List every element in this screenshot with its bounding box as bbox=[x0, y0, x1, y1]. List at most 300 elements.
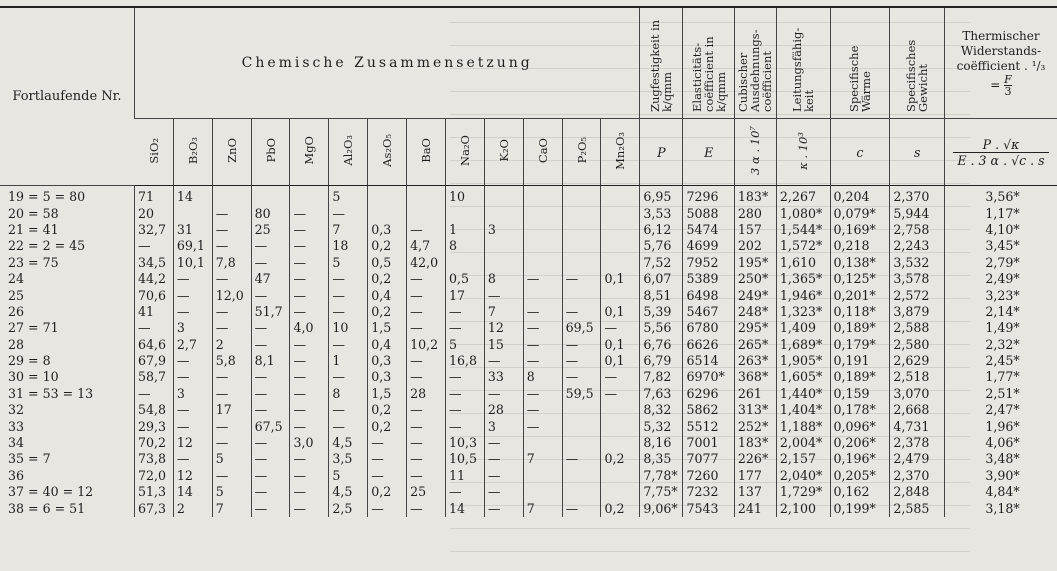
table-cell: — bbox=[212, 369, 251, 385]
table-cell bbox=[601, 435, 640, 451]
table-cell: 0,201* bbox=[830, 287, 890, 303]
table-cell: 6,79 bbox=[640, 353, 683, 369]
row-number-cell: 19 = 5 = 80 bbox=[8, 189, 86, 205]
table-cell: — bbox=[173, 271, 212, 287]
table-row bbox=[0, 255, 1057, 271]
table-cell bbox=[523, 238, 562, 254]
table-cell: 2,14* bbox=[945, 304, 1057, 320]
table-cell: 4,731 bbox=[890, 418, 945, 434]
table-cell: 0,204 bbox=[830, 186, 890, 206]
table-cell: — bbox=[251, 468, 290, 484]
table-cell bbox=[601, 186, 640, 206]
table-cell: 1,5 bbox=[368, 320, 407, 336]
table-cell: 295* bbox=[734, 320, 776, 336]
table-cell: — bbox=[445, 402, 484, 418]
table-cell: 2,79* bbox=[945, 255, 1057, 271]
table-cell: 9,06* bbox=[640, 500, 683, 516]
table-cell: 5088 bbox=[683, 205, 734, 221]
row-number-cell: 30 = 10 bbox=[8, 369, 59, 385]
table-cell: 1,404* bbox=[776, 402, 830, 418]
table-cell: 7,8 bbox=[212, 255, 251, 271]
table-cell: 0,4 bbox=[368, 337, 407, 353]
table-cell: 5,944 bbox=[890, 205, 945, 221]
table-cell: — bbox=[329, 369, 368, 385]
table-cell: 4,10* bbox=[945, 222, 1057, 238]
table-cell: 202 bbox=[734, 238, 776, 254]
table-cell bbox=[212, 186, 251, 206]
header-tensile-strength: Zugfestigkeit in k/qmm bbox=[640, 7, 683, 119]
table-row bbox=[0, 186, 1057, 206]
table-cell bbox=[601, 255, 640, 271]
table-cell: 7,63 bbox=[640, 386, 683, 402]
table-cell bbox=[368, 186, 407, 206]
table-cell: 58,7 bbox=[134, 369, 173, 385]
symbol-kappa: κ . 10³ bbox=[776, 119, 830, 186]
symbol-c: c bbox=[830, 119, 890, 186]
table-cell: — bbox=[523, 320, 562, 336]
table-cell: 67,3 bbox=[134, 500, 173, 516]
table-cell: — bbox=[290, 418, 329, 434]
table-cell: 0,096* bbox=[830, 418, 890, 434]
table-cell: — bbox=[329, 205, 368, 221]
table-cell: 157 bbox=[734, 222, 776, 238]
table-cell: 73,8 bbox=[134, 451, 173, 467]
table-cell: 5389 bbox=[683, 271, 734, 287]
table-row bbox=[0, 418, 1057, 434]
table-cell bbox=[562, 287, 601, 303]
table-cell: — bbox=[290, 451, 329, 467]
table-cell: — bbox=[212, 304, 251, 320]
table-cell: — bbox=[290, 205, 329, 221]
table-cell bbox=[601, 402, 640, 418]
table-cell: 2,580 bbox=[890, 337, 945, 353]
table-cell bbox=[484, 205, 523, 221]
table-cell: — bbox=[445, 418, 484, 434]
table-row bbox=[0, 402, 1057, 418]
table-cell: 248* bbox=[734, 304, 776, 320]
table-cell: 25 bbox=[251, 222, 290, 238]
table-cell: 64,6 bbox=[134, 337, 173, 353]
table-cell bbox=[562, 255, 601, 271]
table-cell: 28 bbox=[484, 402, 523, 418]
table-cell: 368* bbox=[734, 369, 776, 385]
table-cell: 1 bbox=[329, 353, 368, 369]
table-cell bbox=[484, 238, 523, 254]
row-number-cell: 37 = 40 = 12 bbox=[8, 484, 94, 500]
table-cell: 2,518 bbox=[890, 369, 945, 385]
table-cell: — bbox=[601, 369, 640, 385]
row-number-cell: 22 = 2 = 45 bbox=[8, 238, 86, 254]
table-cell: 195* bbox=[734, 255, 776, 271]
table-cell: 7,75* bbox=[640, 484, 683, 500]
table-cell: 1,080* bbox=[776, 205, 830, 221]
table-cell: 7,82 bbox=[640, 369, 683, 385]
table-cell: 3,48* bbox=[945, 451, 1057, 467]
table-cell: — bbox=[134, 238, 173, 254]
table-row bbox=[0, 304, 1057, 320]
table-cell bbox=[562, 418, 601, 434]
table-cell: 14 bbox=[173, 186, 212, 206]
table-cell: — bbox=[407, 353, 446, 369]
table-cell bbox=[251, 186, 290, 206]
row-number-cell: 31 = 53 = 13 bbox=[8, 385, 94, 401]
row-number-cell: 23 = 75 bbox=[8, 254, 59, 270]
table-cell: — bbox=[173, 451, 212, 467]
table-cell: 4,7 bbox=[407, 238, 446, 254]
table-cell: 12 bbox=[484, 320, 523, 336]
table-cell: 1,5 bbox=[368, 386, 407, 402]
table-cell: 7,78* bbox=[640, 468, 683, 484]
table-cell bbox=[407, 205, 446, 221]
row-number-cell: 20 = 58 bbox=[8, 205, 59, 221]
table-cell: 252* bbox=[734, 418, 776, 434]
header-specific-heat: Specifische Wärme bbox=[830, 7, 890, 119]
table-cell: 0,178* bbox=[830, 402, 890, 418]
table-cell: — bbox=[329, 418, 368, 434]
compound-p2o5: P₂O₅ bbox=[562, 119, 601, 186]
table-cell bbox=[562, 402, 601, 418]
table-cell bbox=[562, 222, 601, 238]
table-cell: 33 bbox=[484, 369, 523, 385]
table-cell: 7001 bbox=[683, 435, 734, 451]
table-cell: 3,879 bbox=[890, 304, 945, 320]
table-cell: 0,138* bbox=[830, 255, 890, 271]
table-cell: 1,409 bbox=[776, 320, 830, 336]
symbol-s: s bbox=[890, 119, 945, 186]
table-cell: 1,365* bbox=[776, 271, 830, 287]
table-cell: — bbox=[134, 320, 173, 336]
table-cell: 241 bbox=[734, 500, 776, 516]
table-cell: 54,8 bbox=[134, 402, 173, 418]
table-cell: — bbox=[407, 402, 446, 418]
table-cell: — bbox=[290, 386, 329, 402]
table-cell: 15 bbox=[484, 337, 523, 353]
table-cell: 2,758 bbox=[890, 222, 945, 238]
table-cell: 4699 bbox=[683, 238, 734, 254]
table-cell: 6780 bbox=[683, 320, 734, 336]
table-cell: 0,3 bbox=[368, 222, 407, 238]
table-cell: 261 bbox=[734, 386, 776, 402]
table-cell: 8,1 bbox=[251, 353, 290, 369]
row-number-cell: 33 bbox=[8, 418, 25, 434]
table-cell: 3 bbox=[484, 222, 523, 238]
table-cell: 3,578 bbox=[890, 271, 945, 287]
table-cell: — bbox=[329, 337, 368, 353]
table-cell: 0,196* bbox=[830, 451, 890, 467]
table-cell bbox=[523, 468, 562, 484]
table-cell: 8 bbox=[329, 386, 368, 402]
table-cell: 137 bbox=[734, 484, 776, 500]
table-cell: 226* bbox=[734, 451, 776, 467]
table-cell: 67,9 bbox=[134, 353, 173, 369]
table-cell: — bbox=[562, 451, 601, 467]
table-cell: 10,1 bbox=[173, 255, 212, 271]
table-cell: — bbox=[251, 369, 290, 385]
table-cell: 1,905* bbox=[776, 353, 830, 369]
table-cell: — bbox=[562, 304, 601, 320]
table-cell: 1,605* bbox=[776, 369, 830, 385]
table-row bbox=[0, 238, 1057, 254]
table-cell: — bbox=[407, 369, 446, 385]
table-cell: 0,199* bbox=[830, 500, 890, 516]
table-cell: 70,6 bbox=[134, 287, 173, 303]
row-number-cell: 21 = 41 bbox=[8, 221, 59, 237]
table-cell: — bbox=[251, 451, 290, 467]
table-cell bbox=[601, 418, 640, 434]
header-conductivity: Leitungsfähig-keit bbox=[776, 7, 830, 119]
table-cell: 5,8 bbox=[212, 353, 251, 369]
table-cell bbox=[484, 255, 523, 271]
table-cell: — bbox=[445, 304, 484, 320]
table-cell: 249* bbox=[734, 287, 776, 303]
table-cell: — bbox=[212, 271, 251, 287]
table-cell bbox=[484, 186, 523, 206]
table-cell: 6970* bbox=[683, 369, 734, 385]
table-cell: 7 bbox=[523, 451, 562, 467]
table-cell: 1,96* bbox=[945, 418, 1057, 434]
table-cell: 7,52 bbox=[640, 255, 683, 271]
glass-properties-table bbox=[0, 6, 1057, 517]
table-cell: — bbox=[290, 271, 329, 287]
table-cell: 42,0 bbox=[407, 255, 446, 271]
table-row bbox=[0, 222, 1057, 238]
table-cell: 0,162 bbox=[830, 484, 890, 500]
table-cell: 10 bbox=[445, 186, 484, 206]
row-number-cell: 34 bbox=[8, 435, 25, 451]
table-cell: 31 bbox=[173, 222, 212, 238]
table-cell: 2,157 bbox=[776, 451, 830, 467]
table-cell: 4,5 bbox=[329, 435, 368, 451]
table-cell: 67,5 bbox=[251, 418, 290, 434]
table-cell: — bbox=[251, 337, 290, 353]
table-cell: 10 bbox=[329, 320, 368, 336]
table-cell: — bbox=[251, 287, 290, 303]
table-cell: — bbox=[290, 255, 329, 271]
table-cell: 5 bbox=[329, 468, 368, 484]
table-cell: — bbox=[173, 353, 212, 369]
table-cell: 2,004* bbox=[776, 435, 830, 451]
table-cell bbox=[601, 468, 640, 484]
table-cell: — bbox=[329, 287, 368, 303]
table-cell: — bbox=[290, 484, 329, 500]
table-cell: — bbox=[484, 386, 523, 402]
table-cell: 16,8 bbox=[445, 353, 484, 369]
table-cell: 28 bbox=[407, 386, 446, 402]
row-number-cell: 32 bbox=[8, 402, 25, 418]
table-cell: 177 bbox=[734, 468, 776, 484]
table-cell: 7952 bbox=[683, 255, 734, 271]
table-cell: — bbox=[523, 353, 562, 369]
table-cell: — bbox=[523, 386, 562, 402]
table-cell: 59,5 bbox=[562, 386, 601, 402]
table-cell: 2,51* bbox=[945, 386, 1057, 402]
row-number-cell: 36 bbox=[8, 467, 25, 483]
table-cell bbox=[173, 205, 212, 221]
table-cell: 4,0 bbox=[290, 320, 329, 336]
table-cell: — bbox=[212, 468, 251, 484]
compound-bao: BaO bbox=[407, 119, 446, 186]
table-cell: — bbox=[523, 304, 562, 320]
table-cell: 0,2 bbox=[368, 238, 407, 254]
table-cell bbox=[290, 186, 329, 206]
header-cubic-expansion: Cubischer Ausdehnungs-coëfficient bbox=[734, 7, 776, 119]
table-cell: 5,56 bbox=[640, 320, 683, 336]
table-cell: — bbox=[407, 304, 446, 320]
symbol-e: E bbox=[683, 119, 734, 186]
table-cell: 3,56* bbox=[945, 186, 1057, 206]
table-cell: 0,2 bbox=[368, 418, 407, 434]
symbol-p: P bbox=[640, 119, 683, 186]
table-cell: — bbox=[251, 320, 290, 336]
table-cell: 3,070 bbox=[890, 386, 945, 402]
table-row bbox=[0, 500, 1057, 516]
table-cell: 14 bbox=[173, 484, 212, 500]
table-cell: 5 bbox=[445, 337, 484, 353]
table-cell: 3,532 bbox=[890, 255, 945, 271]
compound-as2o5: As₂O₅ bbox=[368, 119, 407, 186]
table-cell: — bbox=[173, 304, 212, 320]
table-cell: 5,39 bbox=[640, 304, 683, 320]
table-cell: 0,1 bbox=[601, 353, 640, 369]
table-cell bbox=[562, 238, 601, 254]
table-cell: — bbox=[251, 500, 290, 516]
table-cell: — bbox=[445, 386, 484, 402]
table-cell: 18 bbox=[329, 238, 368, 254]
table-cell: 7 bbox=[484, 304, 523, 320]
row-number-cell: 27 = 71 bbox=[8, 320, 59, 336]
table-cell: 1,544* bbox=[776, 222, 830, 238]
table-row bbox=[0, 484, 1057, 500]
table-cell: 80 bbox=[251, 205, 290, 221]
table-cell: — bbox=[251, 402, 290, 418]
table-cell: — bbox=[290, 222, 329, 238]
table-cell: 1 bbox=[445, 222, 484, 238]
table-cell: — bbox=[368, 435, 407, 451]
table-cell bbox=[523, 484, 562, 500]
table-cell: 7296 bbox=[683, 186, 734, 206]
table-cell: 1,689* bbox=[776, 337, 830, 353]
table-cell: 1,610 bbox=[776, 255, 830, 271]
table-cell: 44,2 bbox=[134, 271, 173, 287]
table-cell: — bbox=[329, 271, 368, 287]
compound-na2o: Na₂O bbox=[445, 119, 484, 186]
table-cell: 313* bbox=[734, 402, 776, 418]
table-cell bbox=[562, 435, 601, 451]
table-cell: 34,5 bbox=[134, 255, 173, 271]
table-row bbox=[0, 353, 1057, 369]
table-cell: 14 bbox=[445, 500, 484, 516]
table-cell: — bbox=[562, 337, 601, 353]
table-cell: — bbox=[562, 271, 601, 287]
table-cell: 6,07 bbox=[640, 271, 683, 287]
table-cell: — bbox=[329, 304, 368, 320]
table-cell: 7 bbox=[212, 500, 251, 516]
table-cell: — bbox=[290, 304, 329, 320]
symbol-thermal-formula: $\frac{P . √\kappa}{E . 3 \alpha . √c . s}$ bbox=[945, 119, 1057, 186]
table-cell: 2,49* bbox=[945, 271, 1057, 287]
table-cell: 70,2 bbox=[134, 435, 173, 451]
table-cell bbox=[523, 186, 562, 206]
table-cell: 4,84* bbox=[945, 484, 1057, 500]
table-cell bbox=[562, 186, 601, 206]
compound-mn2o3: Mn₂O₃ bbox=[601, 119, 640, 186]
table-cell: 2,47* bbox=[945, 402, 1057, 418]
table-cell: — bbox=[484, 484, 523, 500]
table-cell: 7077 bbox=[683, 451, 734, 467]
compound-mgo: MgO bbox=[290, 119, 329, 186]
table-cell: 0,1 bbox=[601, 337, 640, 353]
table-cell: 4,06* bbox=[945, 435, 1057, 451]
table-cell: 10,3 bbox=[445, 435, 484, 451]
row-number-cell: 25 bbox=[8, 287, 25, 303]
table-cell bbox=[601, 484, 640, 500]
table-cell: 8,51 bbox=[640, 287, 683, 303]
table-cell bbox=[601, 238, 640, 254]
table-cell: 0,2 bbox=[601, 500, 640, 516]
table-cell: — bbox=[251, 386, 290, 402]
table-cell: 5 bbox=[329, 186, 368, 206]
table-cell: 1,17* bbox=[945, 205, 1057, 221]
table-cell: 32,7 bbox=[134, 222, 173, 238]
table-row bbox=[0, 205, 1057, 221]
table-cell: — bbox=[368, 500, 407, 516]
table-cell: 3,90* bbox=[945, 468, 1057, 484]
row-number-cell: 28 bbox=[8, 336, 25, 352]
table-cell: 2 bbox=[212, 337, 251, 353]
table-cell: 12 bbox=[173, 468, 212, 484]
table-cell: — bbox=[445, 320, 484, 336]
table-cell: 1,440* bbox=[776, 386, 830, 402]
table-cell: — bbox=[484, 287, 523, 303]
table-cell: 6498 bbox=[683, 287, 734, 303]
table-cell: 5,32 bbox=[640, 418, 683, 434]
compound-al2o3: Al₂O₃ bbox=[329, 119, 368, 186]
table-cell: 7260 bbox=[683, 468, 734, 484]
table-cell: 2,370 bbox=[890, 186, 945, 206]
table-cell: 2,848 bbox=[890, 484, 945, 500]
header-running-number: Fortlaufende Nr. bbox=[0, 7, 134, 186]
compound-pbo: PbO bbox=[251, 119, 290, 186]
table-cell: 0,189* bbox=[830, 369, 890, 385]
table-cell: — bbox=[407, 468, 446, 484]
table-cell: — bbox=[251, 435, 290, 451]
table-cell: 8 bbox=[484, 271, 523, 287]
table-cell: 2,588 bbox=[890, 320, 945, 336]
table-cell: 4,5 bbox=[329, 484, 368, 500]
table-cell bbox=[523, 255, 562, 271]
table-row bbox=[0, 451, 1057, 467]
table-cell: 0,191 bbox=[830, 353, 890, 369]
table-cell: — bbox=[212, 386, 251, 402]
table-cell: 265* bbox=[734, 337, 776, 353]
table-cell: 1,77* bbox=[945, 369, 1057, 385]
table-cell: 17 bbox=[212, 402, 251, 418]
table-cell: — bbox=[407, 320, 446, 336]
table-cell: — bbox=[484, 353, 523, 369]
table-cell: 7232 bbox=[683, 484, 734, 500]
table-cell: — bbox=[212, 435, 251, 451]
table-cell: 2,629 bbox=[890, 353, 945, 369]
table-cell bbox=[445, 205, 484, 221]
table-cell: — bbox=[407, 418, 446, 434]
table-cell: 10,2 bbox=[407, 337, 446, 353]
table-cell bbox=[601, 287, 640, 303]
table-cell: 25 bbox=[407, 484, 446, 500]
table-cell: 47 bbox=[251, 271, 290, 287]
table-cell bbox=[523, 205, 562, 221]
table-cell: 2,5 bbox=[329, 500, 368, 516]
compound-sio2: SiO₂ bbox=[134, 119, 173, 186]
